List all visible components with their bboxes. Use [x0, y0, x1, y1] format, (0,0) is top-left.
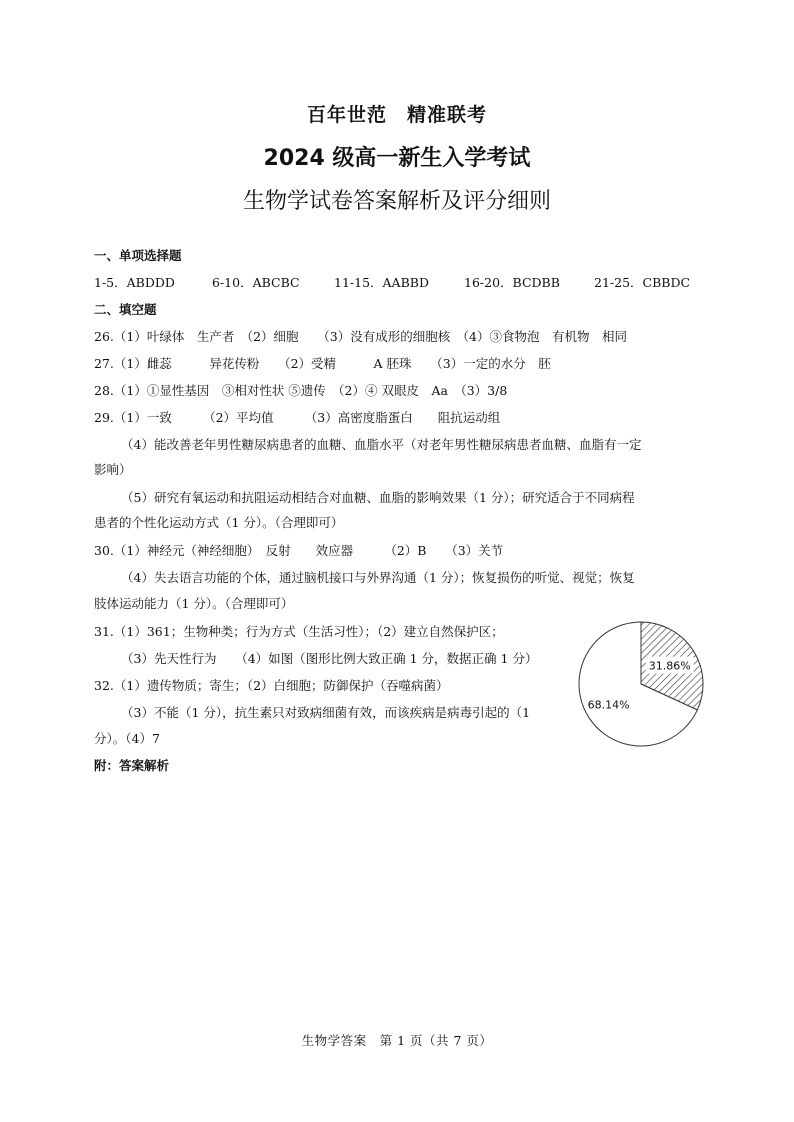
- pie-data-label: 31.86%: [648, 659, 691, 673]
- document-title: 生物学试卷答案解析及评分细则: [242, 189, 551, 214]
- appendix-heading: 附：答案解析: [94, 758, 170, 773]
- answer-q32-part3: （3）不能（1 分），抗生素只对致病细菌有效，而该疾病是病毒引起的（1: [121, 705, 531, 720]
- answer-q31-part3: （3）先天性行为 （4）如图（图形比例大致正确 1 分，数据正确 1 分）: [121, 651, 538, 666]
- answer-q29-part4: （4）能改善老年男性糖尿病患者的血糖、血脂水平（对老年男性糖尿病患者血糖、血脂有一定: [121, 437, 642, 452]
- answer-q32-part1: 32.（1）遗传物质；寄生；（2）白细胞；防御保护（吞噬病菌）: [94, 678, 449, 693]
- choice-answer-group: 11-15．AABBD: [334, 275, 429, 290]
- answer-q30-part1: 30.（1）神经元（神经细胞） 反射 效应器 （2）B （3）关节: [94, 543, 504, 558]
- pie-data-label: 68.14%: [587, 698, 630, 712]
- answer-q30-part4-cont: 肢体运动能力（1 分）。（合理即可）: [94, 596, 294, 611]
- answer-q29-part1: 29.（1）一致 （2）平均值 （3）高密度脂蛋白 阻抗运动组: [94, 410, 501, 425]
- pie-chart: [572, 616, 718, 750]
- answer-q31-part1: 31.（1）361；生物种类；行为方式（生活习性）；（2）建立自然保护区；: [94, 624, 504, 639]
- choice-answer-group: 1-5．ABDDD: [94, 275, 175, 290]
- choice-answers-row: [94, 274, 690, 292]
- answer-q29-part5: （5）研究有氧运动和抗阻运动相结合对血糖、血脂的影响效果（1 分）；研究适合于不同病程: [121, 490, 635, 505]
- page-footer: 生物学答案 第 1 页（共 7 页）: [301, 1033, 493, 1048]
- choice-answer-group: 6-10．ABCBC: [212, 275, 300, 290]
- section-heading-fill: 二、填空题: [94, 302, 157, 317]
- answer-q32-part3-cont: 分）。（4）7: [94, 731, 160, 746]
- answer-q28: 28.（1）①显性基因 ③相对性状 ⑤遗传 （2）④ 双眼皮 Aa （3）3/8: [94, 383, 508, 398]
- answer-q27: 27.（1）雌蕊 异花传粉 （2）受精 A 胚珠 （3）一定的水分 胚: [94, 356, 551, 371]
- answer-q29-part4-cont: 影响）: [94, 462, 132, 477]
- choice-answer-group: 21-25．CBBDC: [594, 275, 691, 290]
- answer-q29-part5-cont: 患者的个性化运动方式（1 分）。（合理即可）: [94, 515, 344, 530]
- section-heading-choice: 一、单项选择题: [94, 248, 182, 263]
- exam-name-title: 2024 级高一新生入学考试: [263, 146, 531, 171]
- answer-q26: 26.（1）叶绿体 生产者 （2）细胞 （3）没有成形的细胞核 （4）③食物泡 有机物 相同: [94, 329, 627, 344]
- choice-answer-group: 16-20．BCDBB: [464, 275, 560, 290]
- answer-q30-part4: （4）失去语言功能的个体，通过脑机接口与外界沟通（1 分）；恢复损伤的听觉、视觉；恢复: [121, 570, 635, 585]
- exam-brand-title: 百年世范 精准联考: [306, 104, 487, 126]
